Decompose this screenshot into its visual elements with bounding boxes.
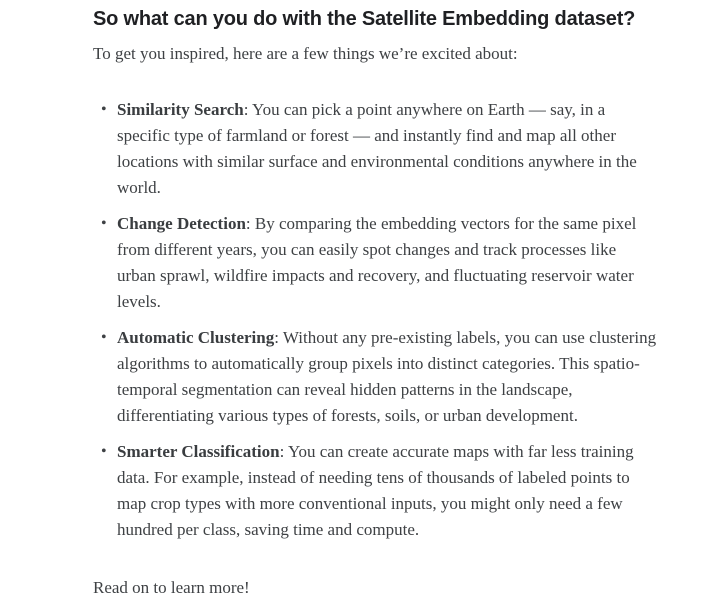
section-heading: So what can you do with the Satellite Embedding dataset? [93,8,636,30]
bullet-icon: • [101,215,107,232]
list-item-text [117,211,657,315]
bullet-icon: • [101,329,107,346]
term-separator: : [245,214,255,233]
term-label: Smarter Classification [117,442,280,461]
list-item [93,211,657,315]
term-label: Similarity Search [117,100,244,119]
intro-paragraph: To get you inspired, here are a few things we’re excited about: [93,44,518,63]
term-label: Automatic Clustering [117,328,275,347]
item-description: By comparing the embedding vectors for the same pixel from different years, you can easily spot changes and track processes like urban sprawl, wildfire impacts and recovery, and fluctuating reservoir water levels. [117,214,637,311]
item-description: You can create accurate maps with far less training data. For example, instead of needing tens of thousands of labeled points to map crop types with more conventional inputs, you might only need a few hundred per class, saving time and compute. [117,442,634,539]
list-item-text [117,325,657,429]
list-item [93,97,657,201]
item-description: Without any pre-existing labels, you can use clustering algorithms to automatically group pixels into distinct categories. This spatio-temporal segmentation can reveal hidden patterns in the landscape, differentiating various types of forests, soils, or urban development. [117,328,657,425]
list-item-text [117,97,657,201]
term-separator: : [274,328,283,347]
bullet-icon: • [101,443,107,460]
list-item [93,325,657,429]
item-description: You can pick a point anywhere on Earth — say, in a specific type of farmland or forest — and instantly find and map all other locations with similar surface and environmental conditions anywhere in the world. [117,100,637,197]
outro-paragraph: Read on to learn more! [93,578,250,597]
bullet-icon: • [101,101,107,118]
term-separator: : [279,442,288,461]
feature-list [93,97,657,543]
list-item-text [117,439,657,543]
list-item [93,439,657,543]
term-separator: : [243,100,253,119]
term-label: Change Detection [117,214,246,233]
